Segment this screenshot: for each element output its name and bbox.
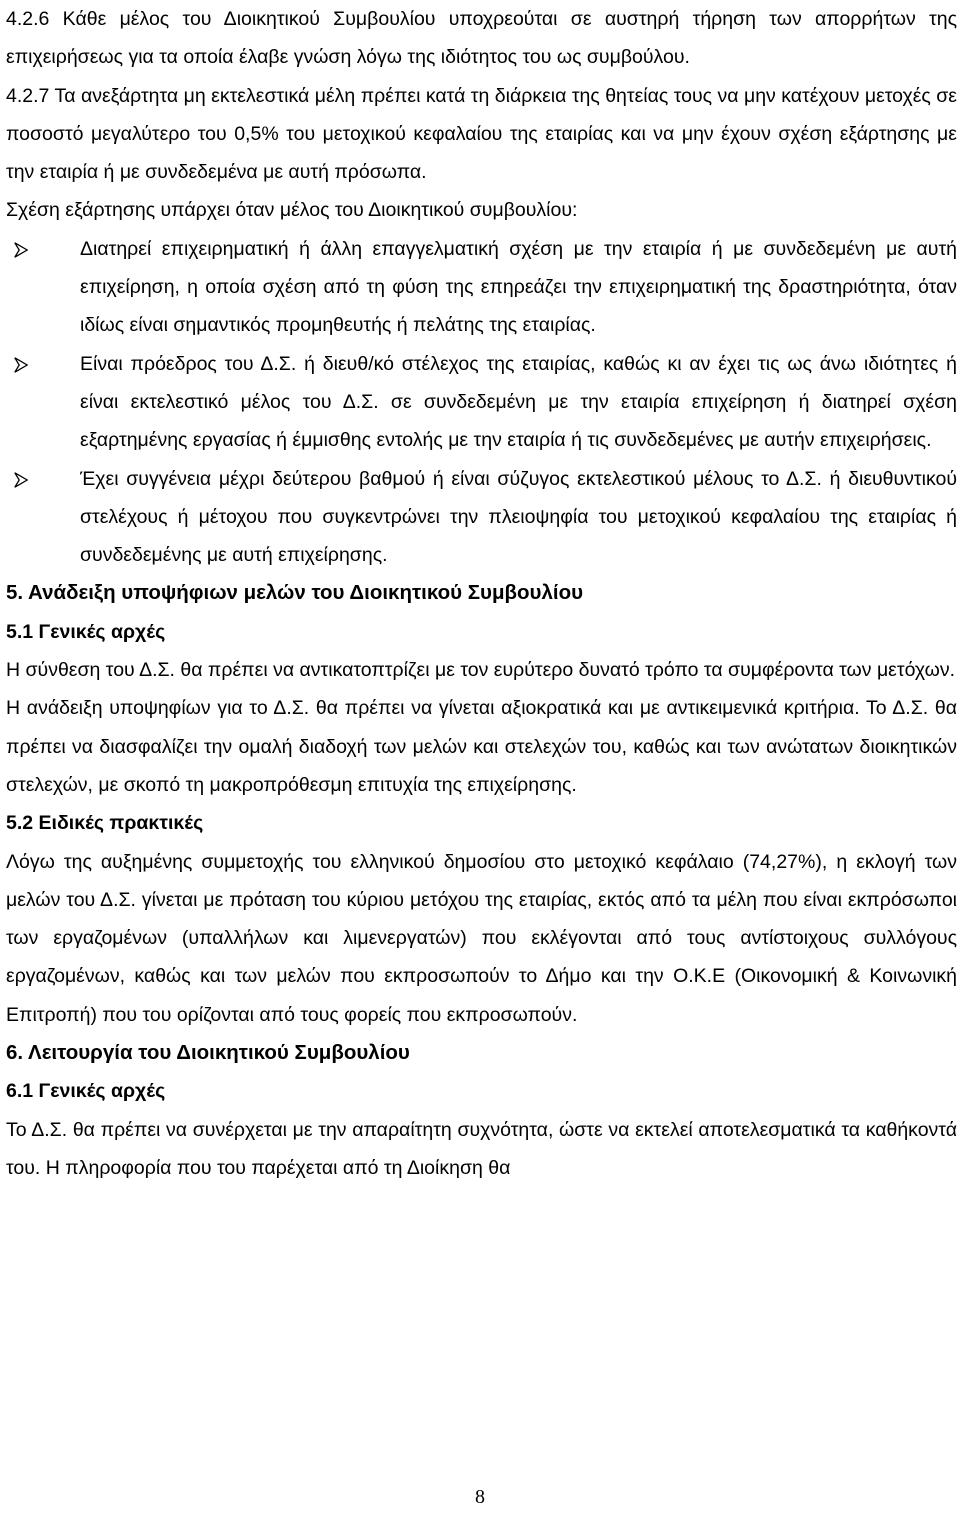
section-5-1-paragraph-2: Η ανάδειξη υποψηφίων για το Δ.Σ. θα πρέπει να γίνεται αξιοκρατικά και με αντικειμενικά κριτήρια. Το Δ.Σ. θα πρέπει να διασφαλίζει την ομαλή διαδοχή των μελών και στελεχών του, καθώς και των ανώτατων διοικητικών στελεχών, με σκοπό τη μακροπρόθεσμη επιτυχία της επιχείρησης. [6, 697, 957, 796]
list-item [6, 460, 957, 575]
paragraph-4-2-6: 4.2.6 Κάθε μέλος του Διοικητικού Συμβουλίου υποχρεούται σε αυστηρή τήρηση των απορρήτων της επιχειρήσεως για τα οποία έλαβε γνώση λόγω της ιδιότητος του ως συμβούλου. [6, 8, 957, 69]
arrowhead-bullet-icon [14, 242, 28, 258]
page-number: 8 [475, 1486, 485, 1508]
paragraph-4-2-7: 4.2.7 Τα ανεξάρτητα μη εκτελεστικά μέλη πρέπει κατά τη διάρκεια της θητείας τους να μην κατέχουν μετοχές σε ποσοστό μεγαλύτερο του 0,5% του μετοχικού κεφαλαίου της εταιρίας και να μην έχουν σχέση εξάρτησης με την εταιρία ή με συνδεδεμένα με αυτή πρόσωπα. [6, 84, 957, 184]
list-item [6, 345, 957, 460]
section-6-1-paragraph-1: Το Δ.Σ. θα πρέπει να συνέρχεται με την απαραίτητη συχνότητα, ώστε να εκτελεί αποτελεσματικά τα καθήκοντά του. Η πληροφορία που του παρέχεται από τη Διοίκηση θα [6, 1118, 957, 1179]
section-5-heading: 5. Ανάδειξη υποψήφιων μελών του Διοικητικού Συμβουλίου [6, 581, 584, 605]
section-5-2-heading: 5.2 Ειδικές πρακτικές [6, 812, 204, 835]
arrowhead-bullet-icon [14, 472, 28, 488]
dependency-criteria-list [6, 230, 957, 575]
list-item [6, 230, 957, 345]
arrowhead-bullet-icon [14, 357, 28, 373]
list-item-text: Είναι πρόεδρος του Δ.Σ. ή διευθ/κό στέλεχος της εταιρίας, καθώς κι αν έχει τις ως άνω ιδιότητες ή είναι εκτελεστικό μέλος του Δ.Σ. σε συνδεδεμένη με την εταιρία επιχείρηση ή διατηρεί σχέση εξαρτημένης εργασίας ή έμμισθης εντολής με την εταιρία ή τις συνδεδεμένες με αυτήν επιχειρήσεις. [80, 352, 957, 452]
document-page [6, 0, 957, 1187]
section-5-1-paragraph-1: Η σύνθεση του Δ.Σ. θα πρέπει να αντικατοπτρίζει με τον ευρύτερο δυνατό τρόπο τα συμφέροντα των μετόχων. [6, 659, 956, 682]
dependency-intro: Σχέση εξάρτησης υπάρχει όταν μέλος του Διοικητικού συμβουλίου: [6, 199, 578, 222]
section-5-1-heading: 5.1 Γενικές αρχές [6, 620, 166, 643]
section-6-heading: 6. Λειτουργία του Διοικητικού Συμβουλίου [6, 1041, 410, 1065]
list-item-text: Διατηρεί επιχειρηματική ή άλλη επαγγελματική σχέση με την εταιρία ή με συνδεδεμένη με αυτή επιχείρηση, η οποία σχέση από τη φύση της επηρεάζει την επιχειρηματική της δραστηριότητα, όταν ιδίως είναι σημαντικός προμηθευτής ή πελάτης της εταιρίας. [80, 237, 957, 337]
section-6-1-heading: 6.1 Γενικές αρχές [6, 1080, 166, 1103]
list-item-text: Έχει συγγένεια μέχρι δεύτερου βαθμού ή είναι σύζυγος εκτελεστικού μέλους το Δ.Σ. ή διευθυντικού στελέχους ή μέτοχου που συγκεντρώνει την πλειοψηφία του μετοχικού κεφαλαίου της εταιρίας ή συνδεδεμένης με αυτή επιχείρησης. [80, 467, 957, 567]
section-5-2-paragraph-1: Λόγω της αυξημένης συμμετοχής του ελληνικού δημοσίου στο μετοχικό κεφάλαιο (74,27%), η εκλογή των μελών του Δ.Σ. γίνεται με πρόταση του κύριου μετόχου της εταιρίας, εκτός από τα μέλη που είναι εκπρόσωποι των εργαζομένων (υπαλλήλων και λιμενεργατών) που εκλέγονται από τους αντίστοιχους συλλόγους εργαζομένων, καθώς και των μελών που εκπροσωπούν το Δήμο και την Ο.Κ.Ε (Οικονομική & Κοινωνική Επιτροπή) που του ορίζονται από τους φορείς που εκπροσωπούν. [6, 850, 957, 1026]
